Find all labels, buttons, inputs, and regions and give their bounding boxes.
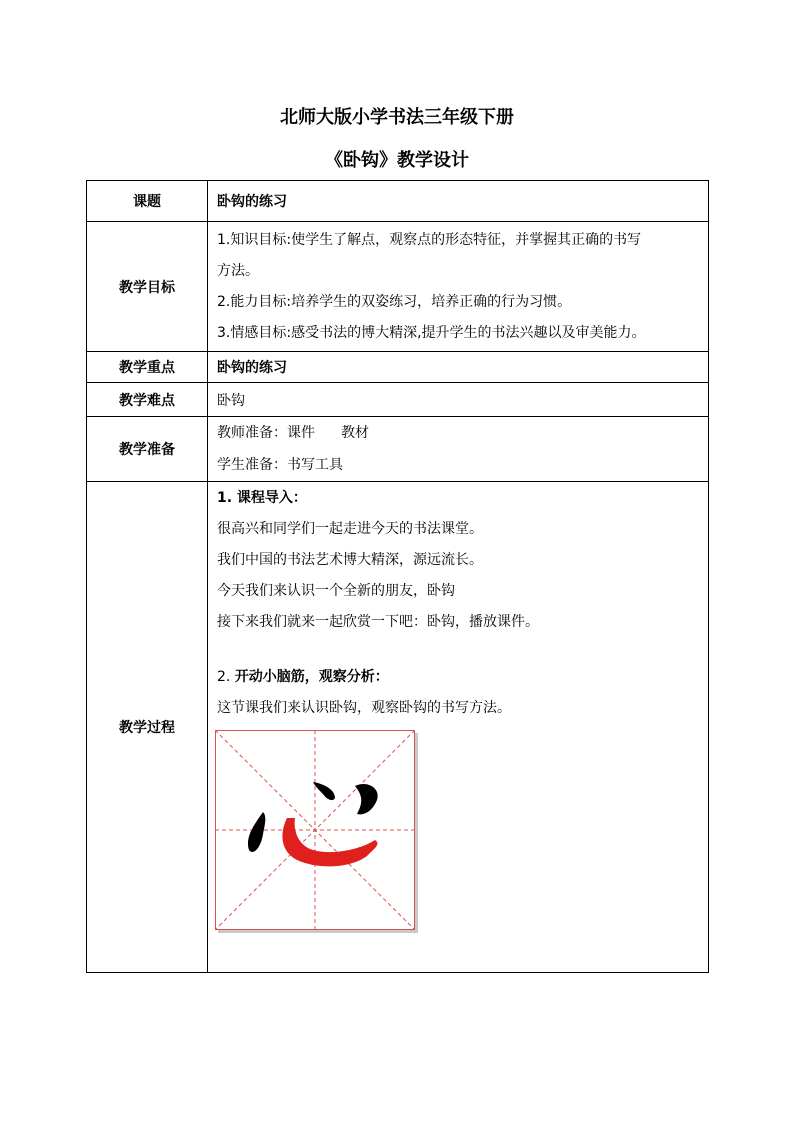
section2-heading [217, 662, 708, 693]
preparation-label: 教学准备 [87, 417, 208, 482]
section1-line: 今天我们来认识一个全新的朋友，卧钩 [217, 583, 455, 599]
process-cell [208, 482, 709, 973]
goals-cell [208, 222, 709, 352]
goal-line: 2.能力目标:培养学生的双姿练习，培养正确的行为习惯。 [217, 293, 572, 310]
preparation-cell [208, 417, 709, 482]
table-row [87, 383, 709, 417]
difficulty-label: 教学难点 [87, 383, 208, 417]
lesson-plan-table [86, 180, 709, 973]
teacher-prep-label: 教师准备： [217, 425, 287, 441]
topic-value: 卧钩的练习 [208, 181, 709, 222]
goals-label: 教学目标 [87, 222, 208, 352]
table-row [87, 417, 709, 482]
document-subtitle: 《卧钩》教学设计 [325, 150, 469, 171]
table-row [87, 352, 709, 383]
teacher-prep [217, 417, 708, 449]
section1-line: 很高兴和同学们一起走进今天的书法课堂。 [217, 521, 483, 537]
section1-line: 我们中国的书法艺术博大精深，源远流长。 [217, 552, 483, 568]
section2-line: 这节课我们来认识卧钩，观察卧钩的书写方法。 [217, 700, 511, 716]
calligraphy-grid [215, 730, 415, 930]
teacher-prep-item: 教材 [341, 425, 369, 441]
section1-line: 接下来我们就来一起欣赏一下吧：卧钩，播放课件。 [217, 614, 539, 630]
section2-number: 2. [217, 669, 231, 685]
key-point-value: 卧钩的练习 [208, 352, 709, 383]
document-title: 北师大版小学书法三年级下册 [280, 107, 514, 128]
section1-heading: 1. 课程导入： [217, 490, 307, 506]
key-point-label: 教学重点 [87, 352, 208, 383]
table-row [87, 181, 709, 222]
process-label: 教学过程 [87, 482, 208, 973]
goal-line: 3.情感目标:感受书法的博大精深,提升学生的书法兴趣以及审美能力。 [217, 324, 646, 341]
goal-line: 方法。 [217, 262, 259, 279]
table-row [87, 482, 709, 973]
table-row [87, 222, 709, 352]
section2-heading-text: 开动小脑筋，观察分析： [234, 669, 389, 685]
student-prep: 学生准备：书写工具 [217, 457, 343, 473]
mizige-grid-image [215, 730, 415, 930]
goal-line: 1.知识目标:使学生了解点，观察点的形态特征，并掌握其正确的书写 [217, 231, 642, 248]
difficulty-value: 卧钩 [208, 383, 709, 417]
teacher-prep-item: 课件 [287, 425, 315, 441]
topic-label: 课题 [87, 181, 208, 222]
